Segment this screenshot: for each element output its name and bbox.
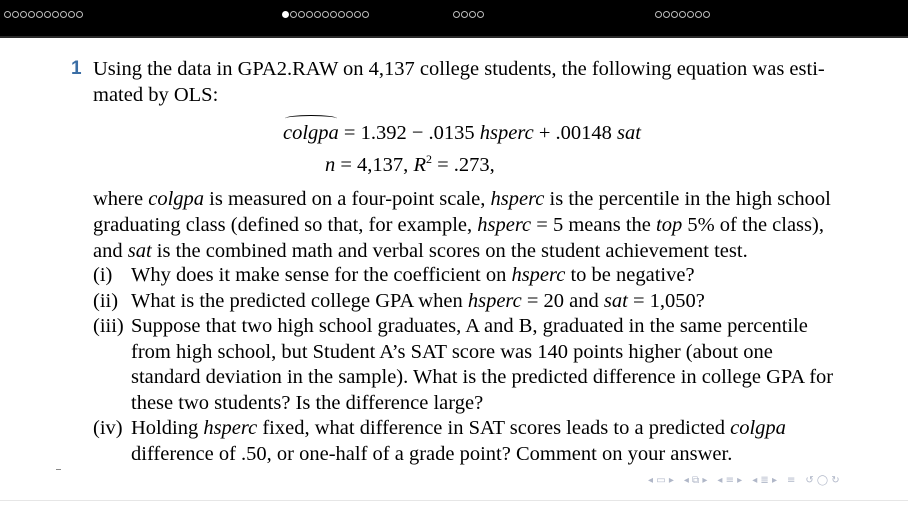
var: hsperc: [203, 417, 258, 439]
nav-dot[interactable]: [477, 11, 484, 18]
nav-dot[interactable]: [362, 11, 369, 18]
nav-dot[interactable]: [290, 11, 297, 18]
document-nav-icon[interactable]: ◂ ≣ ▸: [752, 475, 777, 486]
eq-var-sat: sat: [617, 122, 641, 144]
subquestion-ii: [93, 289, 843, 315]
eq-r-sup: 2: [425, 152, 432, 166]
subquestion-text: Suppose that two high school graduates, A and B, graduated in the same percentile from high school, but Student A’s SAT score was 140 points higher (about one standard deviation in the sample). What is the predicted difference in college GPA for these two students? Is the difference large?: [131, 315, 834, 414]
var: hsperc: [477, 214, 532, 236]
text: is the combined math and verbal scores on the student achievement test.: [151, 240, 748, 262]
variable-definitions: [93, 186, 833, 264]
subsection-nav-icon[interactable]: ◂ ⧉ ▸: [683, 475, 708, 486]
nav-dot[interactable]: [36, 11, 43, 18]
nav-dot[interactable]: [330, 11, 337, 18]
nav-dot[interactable]: [354, 11, 361, 18]
var: colgpa: [730, 417, 786, 439]
nav-section-1[interactable]: [4, 11, 83, 18]
margin-tick: [56, 469, 61, 470]
nav-section-3[interactable]: [453, 11, 484, 18]
nav-dot[interactable]: [679, 11, 686, 18]
text: = 20 and: [521, 289, 604, 312]
var: sat: [603, 289, 628, 312]
eq-part: = .273,: [431, 153, 495, 176]
text: is the percentile in the high school graduating class (defined so that, for example,: [93, 188, 831, 236]
nav-dot[interactable]: [12, 11, 19, 18]
nav-dot[interactable]: [68, 11, 75, 18]
text: = 5 means the: [531, 214, 657, 236]
nav-dot[interactable]: [76, 11, 83, 18]
equation-line-2: [325, 147, 495, 178]
nav-dot[interactable]: [469, 11, 476, 18]
nav-dot[interactable]: [453, 11, 460, 18]
text: where: [93, 188, 149, 210]
text: 5% of the class), and: [93, 214, 824, 262]
text: to be negative?: [565, 264, 695, 286]
text: difference of .50, or one-half of a grade point? Comment on your answer.: [131, 442, 733, 465]
nav-dot[interactable]: [322, 11, 329, 18]
nav-dot[interactable]: [338, 11, 345, 18]
question-number: 1: [71, 58, 82, 79]
section-nav-icon[interactable]: ◂ ≡ ▸: [717, 475, 743, 486]
question-intro: [93, 56, 833, 108]
beamer-bottom-navigation: [648, 475, 840, 486]
nav-dot[interactable]: [314, 11, 321, 18]
var: hsperc: [490, 188, 545, 210]
nav-dot[interactable]: [346, 11, 353, 18]
nav-section-4[interactable]: [655, 11, 710, 18]
equation-line-1: [283, 121, 641, 146]
nav-dot[interactable]: [655, 11, 662, 18]
nav-dot[interactable]: [687, 11, 694, 18]
text: is measured on a four-point scale,: [204, 188, 491, 210]
subquestion-label: (i): [93, 264, 113, 286]
nav-dot[interactable]: [44, 11, 51, 18]
var: top: [656, 214, 683, 236]
nav-dot[interactable]: [4, 11, 11, 18]
text: = 1,050?: [627, 289, 705, 312]
nav-dot[interactable]: [52, 11, 59, 18]
eq-part: + .00148: [533, 122, 618, 144]
eq-r: R: [413, 153, 426, 176]
nav-dot[interactable]: [306, 11, 313, 18]
nav-dot[interactable]: [703, 11, 710, 18]
frame-nav-icon[interactable]: ◂ ▭ ▸: [648, 475, 674, 486]
nav-dot[interactable]: [282, 11, 289, 18]
eq-var-hsperc: hsperc: [479, 122, 534, 144]
subquestion-label: (ii): [93, 289, 119, 312]
subquestion-i: [93, 263, 843, 289]
beamer-header-navigation: [0, 0, 908, 38]
nav-section-2[interactable]: [282, 11, 369, 18]
nav-dot[interactable]: [695, 11, 702, 18]
intro-line-2: mated by OLS:: [93, 84, 219, 106]
nav-dot[interactable]: [20, 11, 27, 18]
var: hsperc: [511, 264, 566, 286]
nav-dot[interactable]: [663, 11, 670, 18]
subquestion-iv: [93, 416, 843, 467]
eq-n: n: [325, 153, 336, 176]
eq-part: = 4,137,: [335, 153, 414, 176]
text: What is the predicted college GPA when: [131, 289, 468, 312]
nav-dot[interactable]: [60, 11, 67, 18]
subquestion-list: [93, 263, 843, 467]
intro-line-1: Using the data in GPA2.RAW on 4,137 college students, the following equation was esti-: [93, 58, 825, 80]
nav-dot[interactable]: [671, 11, 678, 18]
text: Holding: [131, 417, 204, 439]
search-back-forward-icon[interactable]: ↺ ◯ ↻: [805, 475, 840, 486]
text: Why does it make sense for the coefficient on: [131, 264, 512, 286]
var: colgpa: [148, 188, 205, 210]
colgpa-hat: colgpa: [283, 122, 339, 144]
subquestion-label: (iv): [93, 417, 123, 439]
var: sat: [127, 240, 152, 262]
nav-dot[interactable]: [461, 11, 468, 18]
subquestion-text: [131, 263, 843, 289]
appendix-icon[interactable]: ≡: [786, 475, 796, 486]
footer-divider: [0, 500, 908, 501]
subquestion-text: [131, 416, 843, 467]
text: fixed, what difference in SAT scores leads to a predicted: [257, 417, 731, 439]
subquestion-label: (iii): [93, 315, 124, 337]
eq-part: = 1.392 − .0135: [338, 122, 480, 144]
subquestion-iii: [93, 314, 843, 416]
nav-dot[interactable]: [298, 11, 305, 18]
var: hsperc: [467, 289, 522, 312]
nav-dot[interactable]: [28, 11, 35, 18]
subquestion-text: [131, 289, 843, 315]
